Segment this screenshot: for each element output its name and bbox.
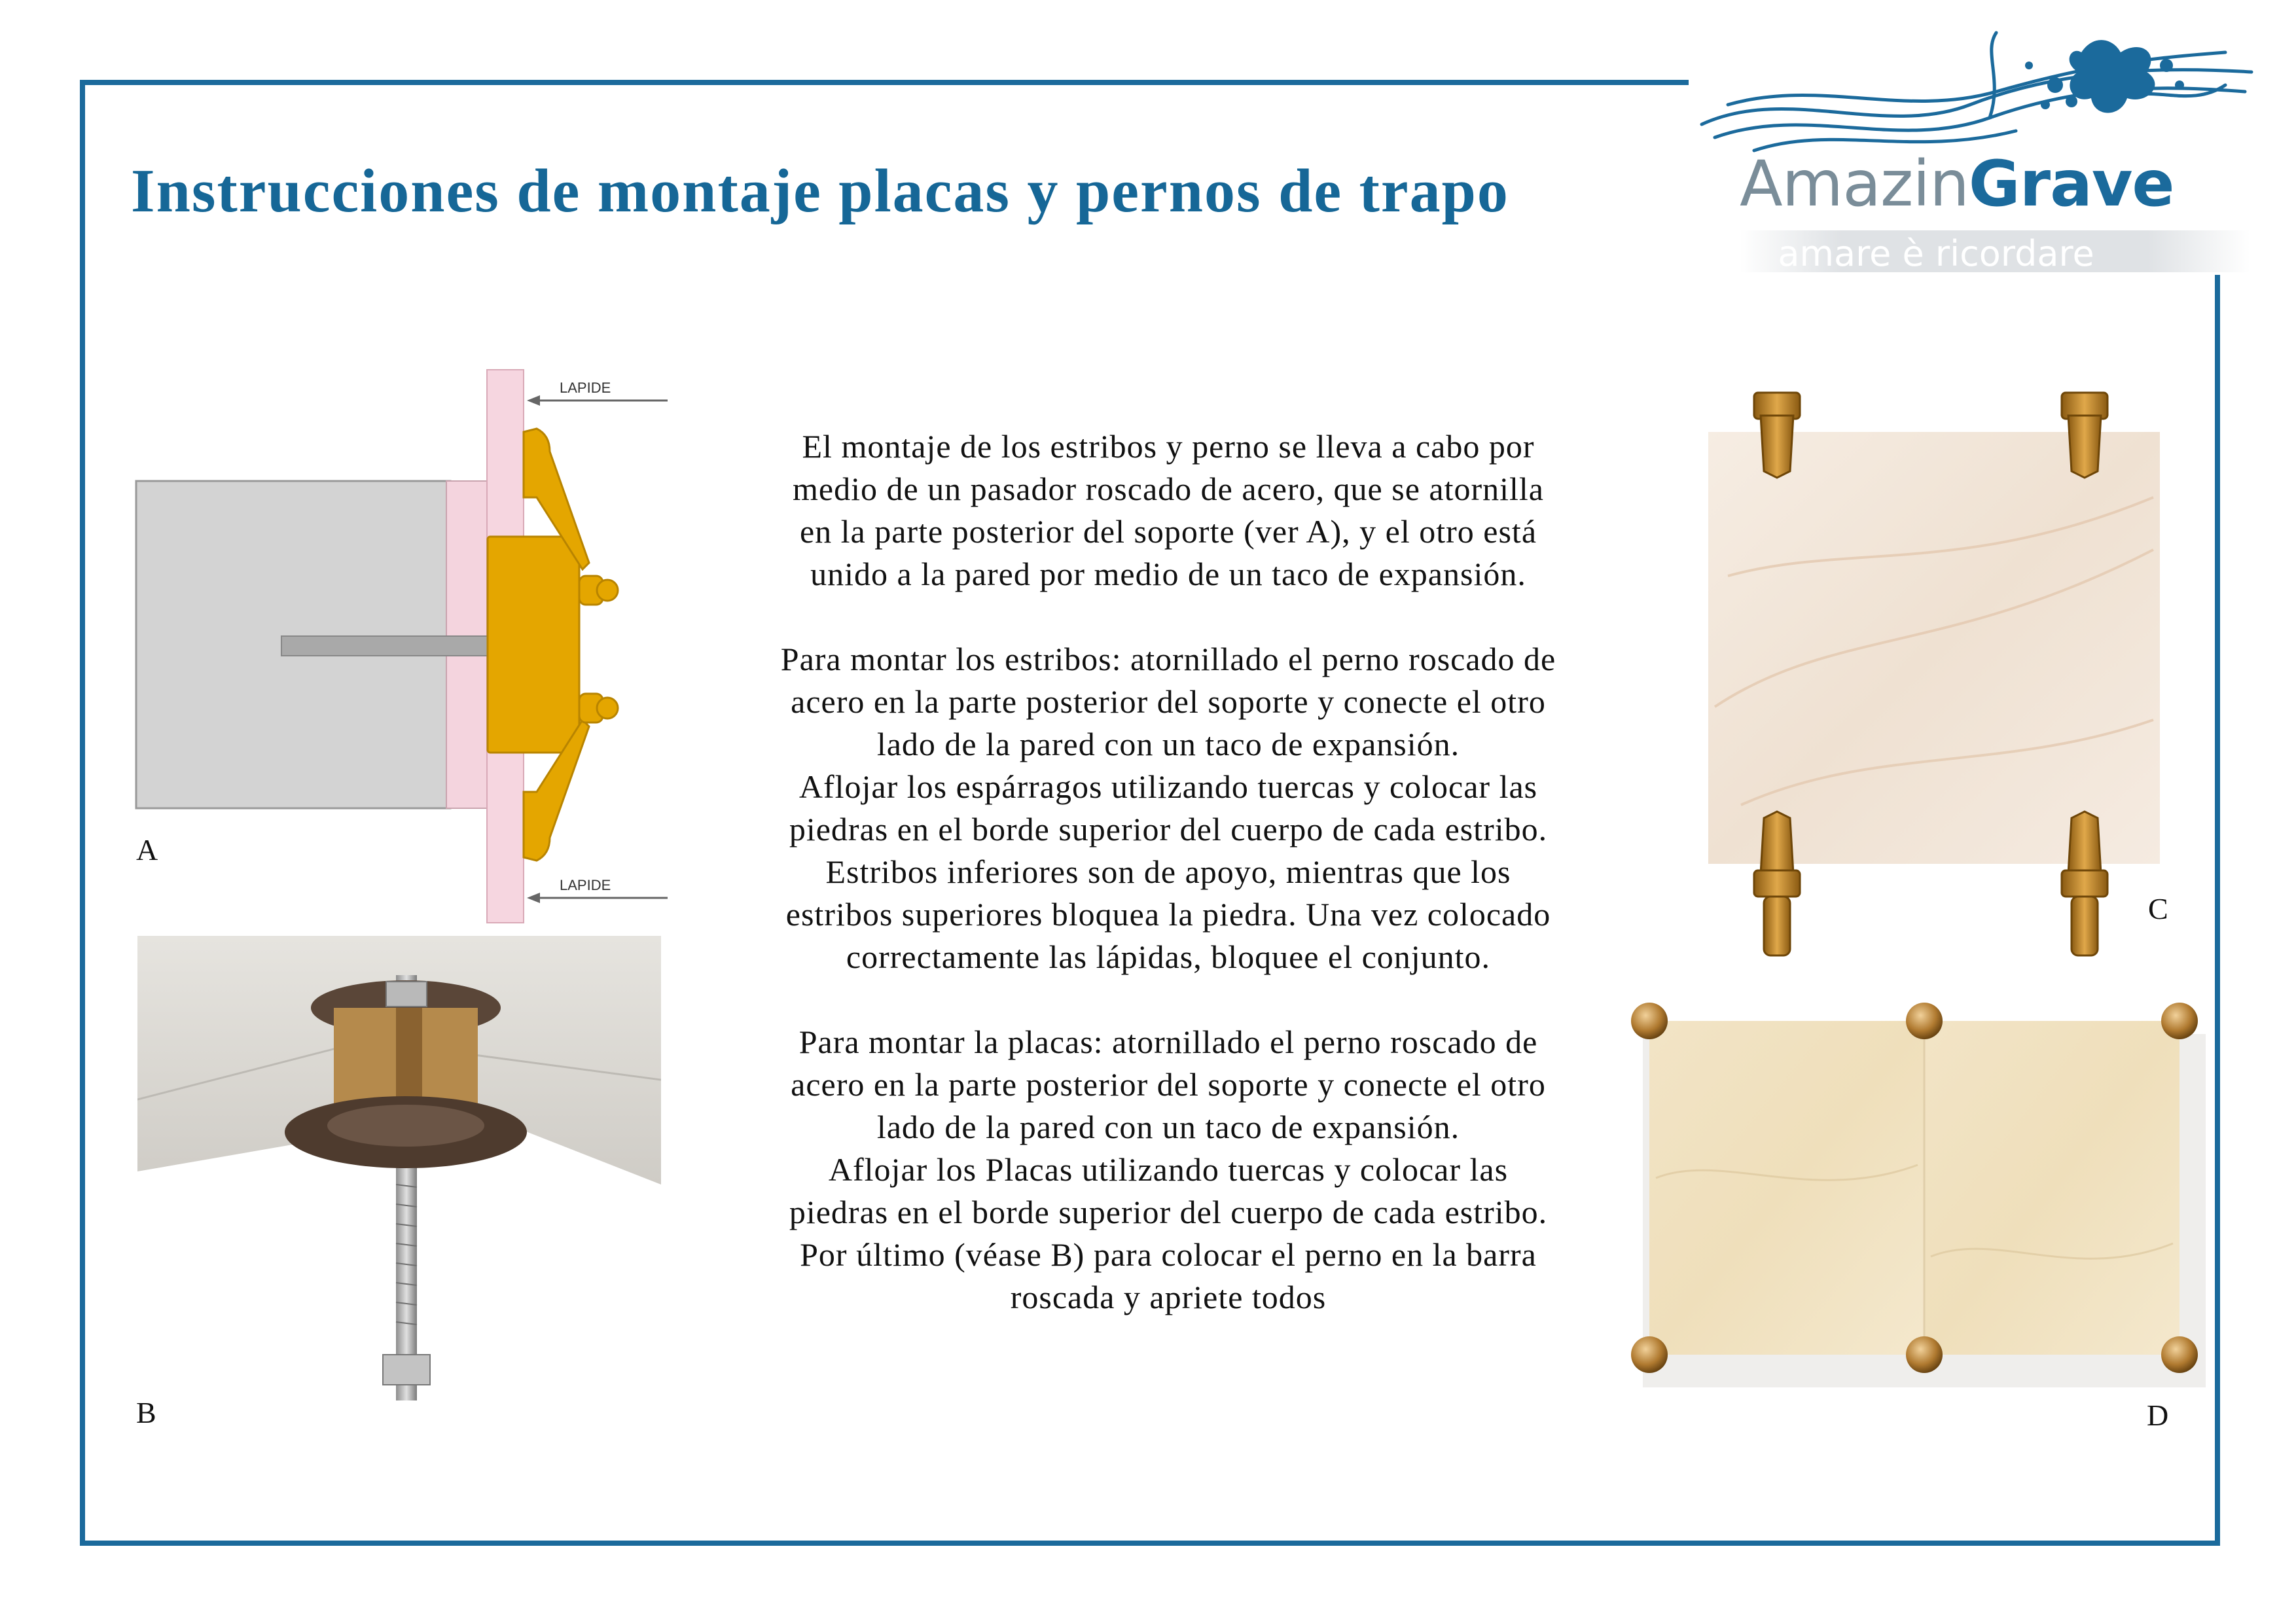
rosette-top-right bbox=[2161, 1003, 2198, 1039]
top-nut bbox=[386, 982, 427, 1007]
instructions-text bbox=[720, 425, 1617, 1361]
rosette-bottom-left bbox=[1631, 1336, 1668, 1373]
brand-name: AmazinGrave bbox=[1740, 147, 2174, 221]
tagline: amare è ricordare bbox=[1778, 233, 2094, 274]
figure-d-photo bbox=[1617, 982, 2219, 1414]
paragraph-2: Para montar los estribos: atornillado el perno roscado de acero en la parte posterior del soporte y conecte el otro lado de la pared con un taco de expansión. Aflojar los espárragos utilizando tuercas y colocar las piedras en el borde superior del cuerpo de cada estribo. Estribos inferiores son de apoyo, mientras que los estribos superiores bloquea la piedra. Una vez colocado correctamente las lápidas, bloquee el conjunto. bbox=[780, 641, 1556, 975]
rosette-top-left bbox=[1631, 1003, 1668, 1039]
figure-a-label: A bbox=[136, 833, 158, 866]
figure-c-label: C bbox=[2148, 892, 2168, 925]
bottom-nut bbox=[383, 1355, 430, 1385]
amazingrave-logo bbox=[1689, 26, 2265, 275]
vine-ornament-icon bbox=[1689, 26, 2265, 157]
travertine-plate-right bbox=[1924, 1021, 2179, 1355]
figure-a-diagram bbox=[131, 360, 694, 929]
callout-bottom-label: LAPIDE bbox=[560, 877, 611, 893]
paragraph-3: Para montar la placas: atornillado el perno roscado de acero en la parte posterior del soporte y conecte el otro lado de la pared con un taco de expansión. Aflojar los Placas utilizando tuercas y colocar las piedras en el borde superior del cuerpo de cada estribo. Por último (véase B) para colocar el perno en la barra roscada y apriete todos bbox=[789, 1024, 1548, 1315]
paragraph-1: El montaje de los estribos y perno se lleva a cabo por medio de un pasador roscado de acero, que se atornilla en la parte posterior del soporte (ver A), y el otro está unido a la pared por medio de un taco de expansión. bbox=[792, 428, 1545, 592]
figure-b-label: B bbox=[136, 1396, 156, 1429]
threaded-pin bbox=[281, 636, 497, 656]
travertine-plate-left bbox=[1649, 1021, 1924, 1355]
figure-c-photo bbox=[1702, 380, 2173, 969]
page-title: Instrucciones de montaje placas y pernos de trapo bbox=[131, 157, 1509, 225]
rosette-bottom-right bbox=[2161, 1336, 2198, 1373]
rosette-top-middle bbox=[1906, 1003, 1943, 1039]
rosette-bottom-middle bbox=[1906, 1336, 1943, 1373]
tagline-bar bbox=[1740, 230, 2250, 272]
figure-d-label: D bbox=[2147, 1399, 2169, 1432]
marble-slab bbox=[1708, 432, 2160, 864]
figure-b-photo bbox=[137, 936, 661, 1414]
callout-top-label: LAPIDE bbox=[560, 380, 611, 396]
